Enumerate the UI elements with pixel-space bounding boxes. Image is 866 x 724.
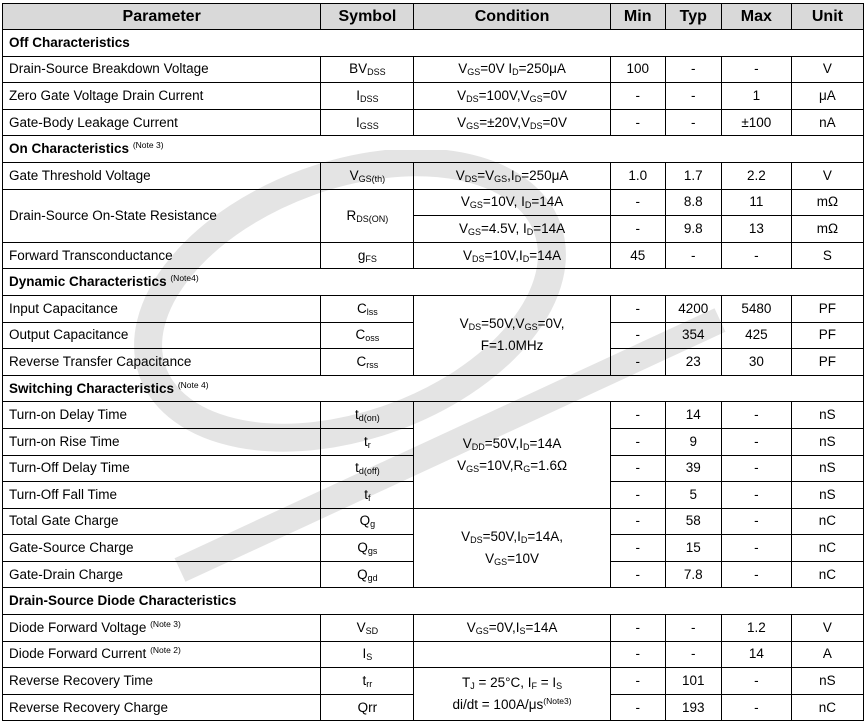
header-min: Min bbox=[610, 4, 665, 30]
min-cell: - bbox=[610, 694, 665, 721]
param-cell: Diode Forward Voltage $^{(Note 3)}$ bbox=[3, 615, 321, 642]
unit-cell: nS bbox=[791, 455, 863, 482]
condition-cell: $V_{DS}=50V,I_D=14A$, $V_{GS}=10V$ bbox=[414, 508, 610, 588]
symbol-cell: $C_{lss}$ bbox=[321, 295, 414, 322]
param-cell: Turn-Off Delay Time bbox=[3, 455, 321, 482]
section-switching bbox=[3, 375, 864, 402]
min-cell: 1.0 bbox=[610, 162, 665, 189]
param-cell: Zero Gate Voltage Drain Current bbox=[3, 83, 321, 110]
max-cell: 14 bbox=[721, 641, 791, 668]
unit-cell: PF bbox=[791, 322, 863, 349]
table-row bbox=[3, 402, 864, 429]
max-cell: 1.2 bbox=[721, 615, 791, 642]
symbol-cell: Qrr bbox=[321, 694, 414, 721]
section-dynamic bbox=[3, 269, 864, 296]
param-cell: Turn-Off Fall Time bbox=[3, 482, 321, 509]
condition-cell: $V_{DS}=V_{GS},I_D=250\mu A$ bbox=[414, 162, 610, 189]
typ-cell: 39 bbox=[665, 455, 721, 482]
max-cell: 2.2 bbox=[721, 162, 791, 189]
typ-cell: 193 bbox=[665, 694, 721, 721]
symbol-cell: $g_{FS}$ bbox=[321, 242, 414, 269]
unit-cell: V bbox=[791, 56, 863, 83]
min-cell: - bbox=[610, 349, 665, 376]
condition-cell: $V_{GS}=4.5V$, $I_D=14A$ bbox=[414, 216, 610, 243]
max-cell: - bbox=[721, 561, 791, 588]
section-off bbox=[3, 30, 864, 57]
min-cell: - bbox=[610, 428, 665, 455]
condition-cell: $V_{GS}=0V$ $I_D=250\mu A$ bbox=[414, 56, 610, 83]
unit-cell: nS bbox=[791, 428, 863, 455]
symbol-cell: $I_S$ bbox=[321, 641, 414, 668]
condition-cell: $V_{DS}=10V,I_D=14A$ bbox=[414, 242, 610, 269]
max-cell: - bbox=[721, 694, 791, 721]
symbol-cell: $Q_{gs}$ bbox=[321, 535, 414, 562]
table-row bbox=[3, 83, 864, 110]
unit-cell: PF bbox=[791, 349, 863, 376]
header-condition: Condition bbox=[414, 4, 610, 30]
max-cell: 5480 bbox=[721, 295, 791, 322]
max-cell: 30 bbox=[721, 349, 791, 376]
table-row bbox=[3, 242, 864, 269]
section-title: On Characteristics $^{(Note 3)}$ bbox=[3, 136, 864, 163]
table-row bbox=[3, 508, 864, 535]
typ-cell: 23 bbox=[665, 349, 721, 376]
typ-cell: 354 bbox=[665, 322, 721, 349]
min-cell: - bbox=[610, 561, 665, 588]
typ-cell: - bbox=[665, 641, 721, 668]
condition-cell: $V_{DD}=50V,I_D=14A$ $V_{GS}=10V,R_G=1.6\Omega$ bbox=[414, 402, 610, 508]
param-cell: Gate Threshold Voltage bbox=[3, 162, 321, 189]
symbol-cell: $I_{DSS}$ bbox=[321, 83, 414, 110]
min-cell: - bbox=[610, 535, 665, 562]
typ-cell: 7.8 bbox=[665, 561, 721, 588]
max-cell: - bbox=[721, 482, 791, 509]
typ-cell: - bbox=[665, 242, 721, 269]
max-cell: - bbox=[721, 455, 791, 482]
unit-cell: nA bbox=[791, 109, 863, 136]
unit-cell: mΩ bbox=[791, 216, 863, 243]
header-unit: Unit bbox=[791, 4, 863, 30]
max-cell: - bbox=[721, 242, 791, 269]
min-cell: - bbox=[610, 322, 665, 349]
unit-cell: μA bbox=[791, 83, 863, 110]
param-cell: Gate-Drain Charge bbox=[3, 561, 321, 588]
min-cell: 45 bbox=[610, 242, 665, 269]
symbol-cell: $BV_{DSS}$ bbox=[321, 56, 414, 83]
typ-cell: 5 bbox=[665, 482, 721, 509]
section-title: Off Characteristics bbox=[3, 30, 864, 57]
symbol-cell: $C_{rss}$ bbox=[321, 349, 414, 376]
min-cell: - bbox=[610, 615, 665, 642]
section-note: (Note4) bbox=[170, 273, 199, 284]
header-parameter: Parameter bbox=[3, 4, 321, 30]
typ-cell: - bbox=[665, 83, 721, 110]
symbol-cell: $Q_g$ bbox=[321, 508, 414, 535]
param-cell: Turn-on Delay Time bbox=[3, 402, 321, 429]
table-row bbox=[3, 162, 864, 189]
header-symbol: Symbol bbox=[321, 4, 414, 30]
param-note: (Note 3) bbox=[150, 618, 181, 629]
symbol-cell: $t_f$ bbox=[321, 482, 414, 509]
typ-cell: 58 bbox=[665, 508, 721, 535]
table-row bbox=[3, 109, 864, 136]
unit-cell: mΩ bbox=[791, 189, 863, 216]
max-cell: 1 bbox=[721, 83, 791, 110]
min-cell: - bbox=[610, 402, 665, 429]
max-cell: - bbox=[721, 668, 791, 695]
table-row bbox=[3, 641, 864, 668]
section-diode bbox=[3, 588, 864, 615]
section-title: Switching Characteristics $^{(Note 4)}$ bbox=[3, 375, 864, 402]
min-cell: - bbox=[610, 216, 665, 243]
unit-cell: V bbox=[791, 615, 863, 642]
typ-cell: 1.7 bbox=[665, 162, 721, 189]
unit-cell: nC bbox=[791, 561, 863, 588]
max-cell: - bbox=[721, 56, 791, 83]
unit-cell: nC bbox=[791, 694, 863, 721]
min-cell: - bbox=[610, 668, 665, 695]
param-cell: Input Capacitance bbox=[3, 295, 321, 322]
symbol-cell: $t_{rr}$ bbox=[321, 668, 414, 695]
symbol-cell: $t_{d(on)}$ bbox=[321, 402, 414, 429]
typ-cell: 9.8 bbox=[665, 216, 721, 243]
max-cell: 13 bbox=[721, 216, 791, 243]
param-cell: Reverse Recovery Charge bbox=[3, 694, 321, 721]
condition-cell: $T_J = 25^\circ C$, $I_F = I_S$ $di/dt = 100A/\mu s^{(Note3)}$ bbox=[414, 668, 610, 721]
unit-cell: nC bbox=[791, 508, 863, 535]
table-row bbox=[3, 56, 864, 83]
param-cell: Turn-on Rise Time bbox=[3, 428, 321, 455]
symbol-cell: $t_{d(off)}$ bbox=[321, 455, 414, 482]
param-note: (Note 2) bbox=[150, 645, 181, 656]
condition-cell bbox=[414, 641, 610, 668]
min-cell: - bbox=[610, 455, 665, 482]
param-cell: Drain-Source Breakdown Voltage bbox=[3, 56, 321, 83]
param-cell: Output Capacitance bbox=[3, 322, 321, 349]
header-max: Max bbox=[721, 4, 791, 30]
min-cell: - bbox=[610, 189, 665, 216]
param-cell: Diode Forward Current $^{(Note 2)}$ bbox=[3, 641, 321, 668]
section-note: (Note 3) bbox=[132, 140, 164, 151]
unit-cell: nS bbox=[791, 482, 863, 509]
typ-cell: 4200 bbox=[665, 295, 721, 322]
symbol-cell: $t_r$ bbox=[321, 428, 414, 455]
min-cell: - bbox=[610, 83, 665, 110]
param-cell: Reverse Recovery Time bbox=[3, 668, 321, 695]
unit-cell: PF bbox=[791, 295, 863, 322]
symbol-cell: $I_{GSS}$ bbox=[321, 109, 414, 136]
typ-cell: 9 bbox=[665, 428, 721, 455]
min-cell: - bbox=[610, 641, 665, 668]
condition-cell: $V_{GS}=\pm 20V,V_{DS}=0V$ bbox=[414, 109, 610, 136]
table-row bbox=[3, 295, 864, 322]
max-cell: ±100 bbox=[721, 109, 791, 136]
table-row bbox=[3, 668, 864, 695]
min-cell: 100 bbox=[610, 56, 665, 83]
section-title: Dynamic Characteristics $^{(Note4)}$ bbox=[3, 269, 864, 296]
max-cell: 11 bbox=[721, 189, 791, 216]
condition-cell: $V_{GS}=0V,I_S=14A$ bbox=[414, 615, 610, 642]
max-cell: - bbox=[721, 402, 791, 429]
table-row bbox=[3, 189, 864, 216]
symbol-cell: $C_{oss}$ bbox=[321, 322, 414, 349]
typ-cell: 15 bbox=[665, 535, 721, 562]
section-note: (Note 4) bbox=[177, 379, 209, 390]
typ-cell: 14 bbox=[665, 402, 721, 429]
section-on bbox=[3, 136, 864, 163]
max-cell: - bbox=[721, 428, 791, 455]
symbol-cell: $Q_{gd}$ bbox=[321, 561, 414, 588]
param-cell: Gate-Source Charge bbox=[3, 535, 321, 562]
min-cell: - bbox=[610, 109, 665, 136]
param-cell: Forward Transconductance bbox=[3, 242, 321, 269]
unit-cell: nS bbox=[791, 668, 863, 695]
section-title: Drain-Source Diode Characteristics bbox=[3, 588, 864, 615]
typ-cell: - bbox=[665, 615, 721, 642]
min-cell: - bbox=[610, 295, 665, 322]
symbol-cell: $R_{DS(ON)}$ bbox=[321, 189, 414, 242]
max-cell: - bbox=[721, 535, 791, 562]
table-row bbox=[3, 615, 864, 642]
unit-cell: V bbox=[791, 162, 863, 189]
condition-cell: $V_{GS}=10V$, $I_D=14A$ bbox=[414, 189, 610, 216]
characteristics-table bbox=[2, 3, 864, 721]
unit-cell: S bbox=[791, 242, 863, 269]
typ-cell: - bbox=[665, 109, 721, 136]
header-row bbox=[3, 4, 864, 30]
unit-cell: nC bbox=[791, 535, 863, 562]
typ-cell: 8.8 bbox=[665, 189, 721, 216]
typ-cell: - bbox=[665, 56, 721, 83]
max-cell: - bbox=[721, 508, 791, 535]
symbol-cell: $V_{GS(th)}$ bbox=[321, 162, 414, 189]
max-cell: 425 bbox=[721, 322, 791, 349]
param-cell: Gate-Body Leakage Current bbox=[3, 109, 321, 136]
typ-cell: 101 bbox=[665, 668, 721, 695]
header-typ: Typ bbox=[665, 4, 721, 30]
condition-cell: $V_{DS}=100V,V_{GS}=0V$ bbox=[414, 83, 610, 110]
min-cell: - bbox=[610, 482, 665, 509]
symbol-cell: $V_{SD}$ bbox=[321, 615, 414, 642]
unit-cell: nS bbox=[791, 402, 863, 429]
param-cell: Total Gate Charge bbox=[3, 508, 321, 535]
min-cell: - bbox=[610, 508, 665, 535]
unit-cell: A bbox=[791, 641, 863, 668]
condition-cell: $V_{DS}=50V,V_{GS}=0V$, F=1.0MHz bbox=[414, 295, 610, 375]
param-cell: Drain-Source On-State Resistance bbox=[3, 189, 321, 242]
param-cell: Reverse Transfer Capacitance bbox=[3, 349, 321, 376]
